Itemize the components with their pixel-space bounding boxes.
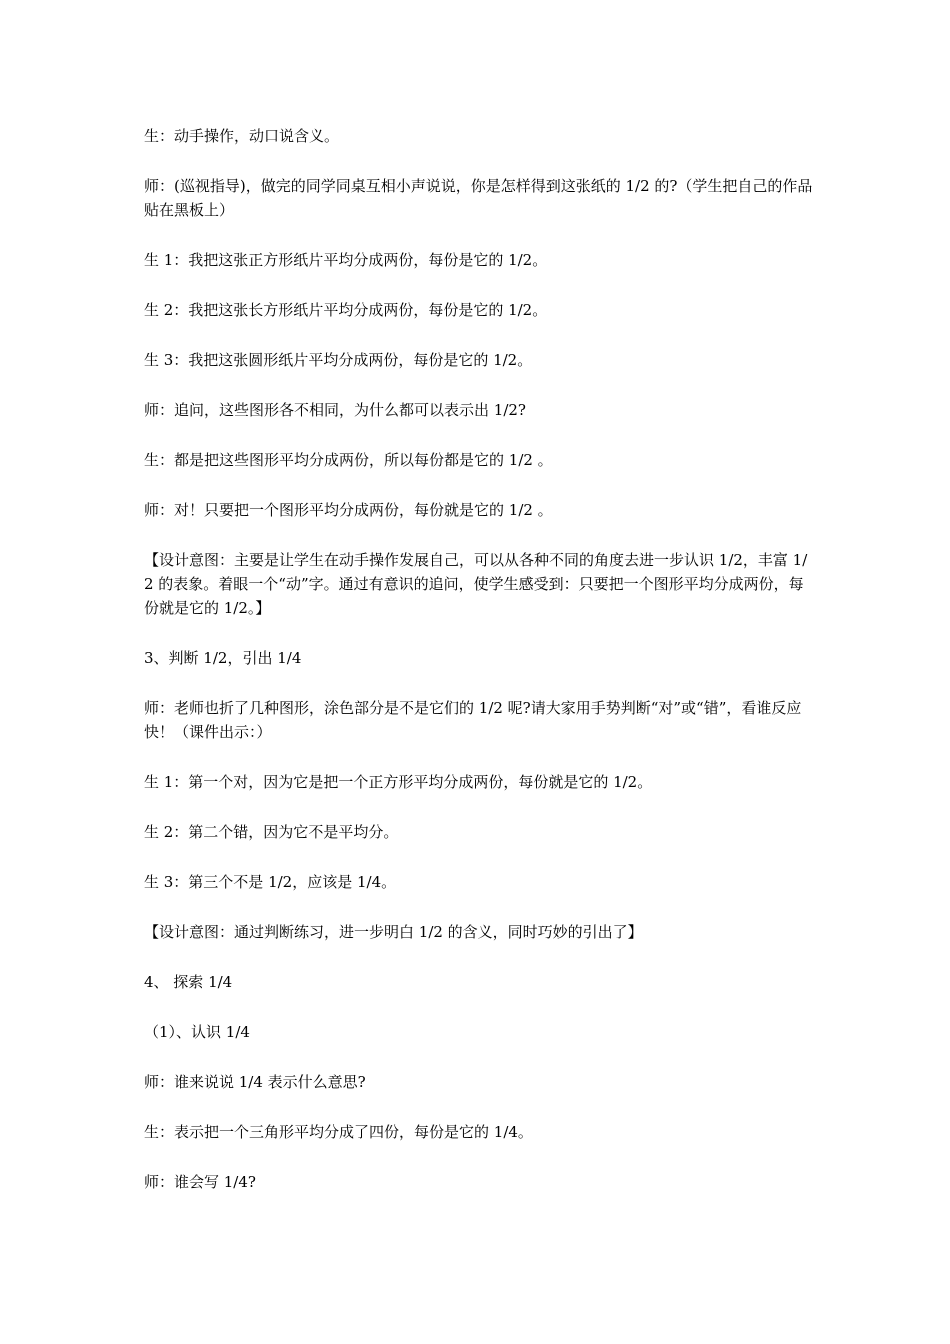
paragraph-20: 师：谁会写 1/4? xyxy=(144,1173,256,1191)
paragraph-13: 生 2：第二个错，因为它不是平均分。 xyxy=(144,823,399,841)
paragraph-14: 生 3：第三个不是 1/2，应该是 1/4。 xyxy=(144,873,397,891)
paragraph-19: 生：表示把一个三角形平均分成了四份，每份是它的 1/4。 xyxy=(144,1123,533,1141)
paragraph-7: 生：都是把这些图形平均分成两份，所以每份都是它的 1/2 。 xyxy=(144,451,553,469)
paragraph-5: 生 3：我把这张圆形纸片平均分成两份，每份是它的 1/2。 xyxy=(144,351,533,369)
paragraph-4: 生 2：我把这张长方形纸片平均分成两份，每份是它的 1/2。 xyxy=(144,301,548,319)
paragraph-11: 师：老师也折了几种图形，涂色部分是不是它们的 1/2 呢?请大家用手势判断“对”或“错”，看谁反应快！（课件出示：） xyxy=(144,699,802,741)
design-intent-note-1: 【设计意图：主要是让学生在动手操作发展自己，可以从各种不同的角度去进一步认识 1/2，丰富 1/2 的表象。着眼一个“动”字。通过有意识的追问，使学生感受到：只要把一个图形平均分成两份，每份就是它的 1/2。】 xyxy=(144,551,808,617)
paragraph-2: 师：(巡视指导)，做完的同学同桌互相小声说说，你是怎样得到这张纸的 1/2 的?（学生把自己的作品贴在黑板上） xyxy=(144,177,813,219)
paragraph-6: 师：追问，这些图形各不相同，为什么都可以表示出 1/2? xyxy=(144,401,526,419)
paragraph-18: 师：谁来说说 1/4 表示什么意思? xyxy=(144,1073,366,1091)
paragraph-1: 生：动手操作，动口说含义。 xyxy=(144,127,340,145)
document-body xyxy=(144,124,814,1220)
paragraph-12: 生 1：第一个对，因为它是把一个正方形平均分成两份，每份就是它的 1/2。 xyxy=(144,773,653,791)
subsection-heading-1: （1）、认识 1/4 xyxy=(144,1023,250,1041)
section-heading-4: 4、 探索 1/4 xyxy=(144,973,233,991)
paragraph-8: 师：对！只要把一个图形平均分成两份，每份就是它的 1/2 。 xyxy=(144,501,553,519)
section-heading-3: 3、判断 1/2，引出 1/4 xyxy=(144,649,302,667)
design-intent-note-2: 【设计意图：通过判断练习，进一步明白 1/2 的含义，同时巧妙的引出了】 xyxy=(144,923,643,941)
paragraph-3: 生 1：我把这张正方形纸片平均分成两份，每份是它的 1/2。 xyxy=(144,251,548,269)
